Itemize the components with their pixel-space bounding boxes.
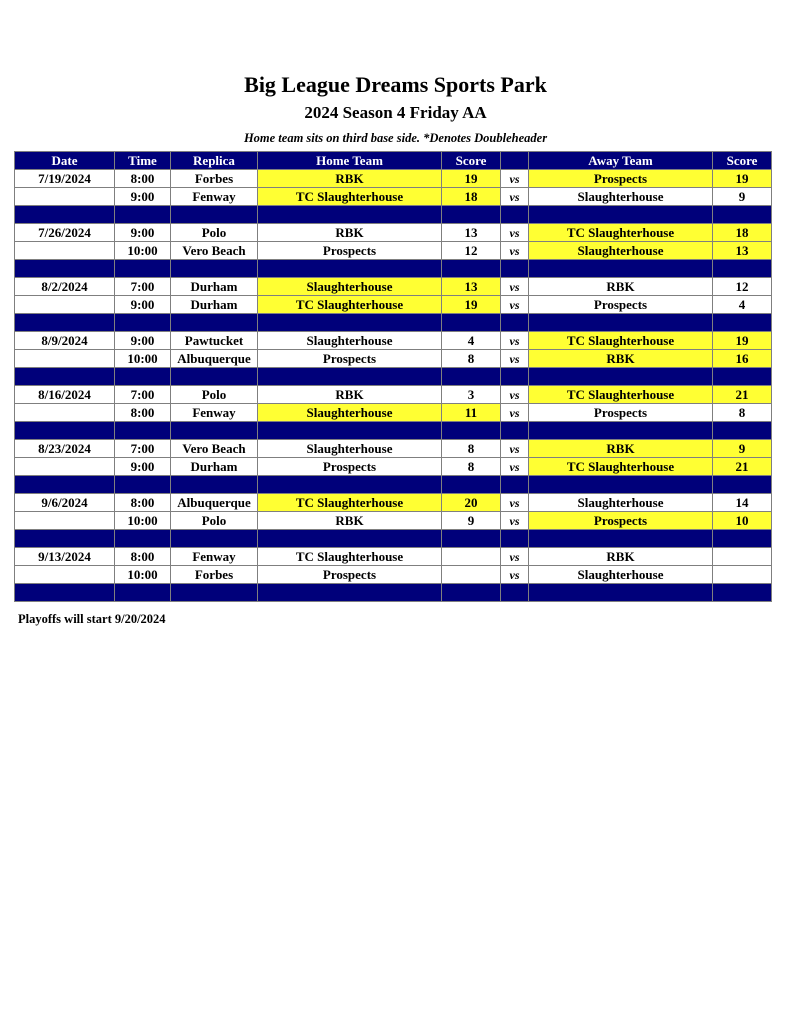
game-time: 10:00 xyxy=(115,512,171,530)
away-team: TC Slaughterhouse xyxy=(529,458,713,476)
game-date xyxy=(15,188,115,206)
home-score: 18 xyxy=(442,188,501,206)
home-score: 9 xyxy=(442,512,501,530)
home-team: Prospects xyxy=(258,458,442,476)
game-row xyxy=(15,278,772,296)
game-row xyxy=(15,350,772,368)
away-team: Prospects xyxy=(529,512,713,530)
field-replica: Pawtucket xyxy=(171,332,258,350)
vs-label: vs xyxy=(501,296,529,314)
home-team: TC Slaughterhouse xyxy=(258,188,442,206)
away-score: 18 xyxy=(713,224,772,242)
game-date: 9/6/2024 xyxy=(15,494,115,512)
separator-cell xyxy=(258,368,442,386)
game-date xyxy=(15,242,115,260)
separator-cell xyxy=(442,584,501,602)
home-score: 3 xyxy=(442,386,501,404)
separator-cell xyxy=(258,584,442,602)
away-score: 4 xyxy=(713,296,772,314)
game-time: 8:00 xyxy=(115,494,171,512)
away-score: 9 xyxy=(713,440,772,458)
away-team: Prospects xyxy=(529,170,713,188)
home-score: 11 xyxy=(442,404,501,422)
separator-cell xyxy=(15,476,115,494)
game-date xyxy=(15,512,115,530)
game-row xyxy=(15,512,772,530)
vs-label: vs xyxy=(501,224,529,242)
home-team: Prospects xyxy=(258,242,442,260)
away-score: 13 xyxy=(713,242,772,260)
separator-cell xyxy=(713,206,772,224)
separator-cell xyxy=(442,368,501,386)
vs-label: vs xyxy=(501,386,529,404)
game-row xyxy=(15,242,772,260)
game-time: 8:00 xyxy=(115,170,171,188)
away-team: TC Slaughterhouse xyxy=(529,386,713,404)
season-subtitle: 2024 Season 4 Friday AA xyxy=(304,103,487,122)
home-team: TC Slaughterhouse xyxy=(258,548,442,566)
separator-cell xyxy=(171,260,258,278)
home-team: RBK xyxy=(258,224,442,242)
home-team: RBK xyxy=(258,170,442,188)
separator-cell xyxy=(15,530,115,548)
separator-cell xyxy=(713,584,772,602)
home-team: Slaughterhouse xyxy=(258,440,442,458)
field-replica: Durham xyxy=(171,458,258,476)
separator-cell xyxy=(115,584,171,602)
game-row xyxy=(15,224,772,242)
game-time: 10:00 xyxy=(115,350,171,368)
separator-cell xyxy=(713,314,772,332)
away-score xyxy=(713,548,772,566)
home-score: 19 xyxy=(442,170,501,188)
away-team: RBK xyxy=(529,278,713,296)
home-team: Slaughterhouse xyxy=(258,404,442,422)
away-score: 21 xyxy=(713,458,772,476)
separator-cell xyxy=(115,260,171,278)
week-separator xyxy=(15,314,772,332)
home-score: 13 xyxy=(442,278,501,296)
away-score: 16 xyxy=(713,350,772,368)
separator-cell xyxy=(713,422,772,440)
game-row xyxy=(15,566,772,584)
away-team: RBK xyxy=(529,440,713,458)
header-time: Time xyxy=(115,152,171,170)
separator-cell xyxy=(171,206,258,224)
game-time: 9:00 xyxy=(115,188,171,206)
game-row xyxy=(15,404,772,422)
game-row xyxy=(15,170,772,188)
field-replica: Fenway xyxy=(171,548,258,566)
vs-label: vs xyxy=(501,440,529,458)
header-away-team: Away Team xyxy=(529,152,713,170)
game-date: 8/16/2024 xyxy=(15,386,115,404)
field-replica: Albuquerque xyxy=(171,350,258,368)
separator-cell xyxy=(171,584,258,602)
header-vs xyxy=(501,152,529,170)
separator-cell xyxy=(501,260,529,278)
vs-label: vs xyxy=(501,566,529,584)
vs-label: vs xyxy=(501,548,529,566)
home-score: 12 xyxy=(442,242,501,260)
separator-cell xyxy=(258,422,442,440)
game-row xyxy=(15,188,772,206)
separator-cell xyxy=(15,260,115,278)
vs-label: vs xyxy=(501,458,529,476)
separator-cell xyxy=(713,476,772,494)
header-date: Date xyxy=(15,152,115,170)
away-team: Slaughterhouse xyxy=(529,494,713,512)
separator-cell xyxy=(115,206,171,224)
game-row xyxy=(15,458,772,476)
game-time: 9:00 xyxy=(115,224,171,242)
game-date: 9/13/2024 xyxy=(15,548,115,566)
separator-cell xyxy=(529,260,713,278)
separator-cell xyxy=(501,476,529,494)
away-team: TC Slaughterhouse xyxy=(529,224,713,242)
home-team: RBK xyxy=(258,512,442,530)
home-score xyxy=(442,548,501,566)
home-score: 4 xyxy=(442,332,501,350)
separator-cell xyxy=(115,422,171,440)
week-separator xyxy=(15,260,772,278)
separator-cell xyxy=(171,368,258,386)
field-replica: Albuquerque xyxy=(171,494,258,512)
home-score: 20 xyxy=(442,494,501,512)
away-score xyxy=(713,566,772,584)
schedule-table xyxy=(14,151,772,602)
game-time: 10:00 xyxy=(115,566,171,584)
home-team: Slaughterhouse xyxy=(258,278,442,296)
separator-cell xyxy=(258,314,442,332)
separator-cell xyxy=(258,206,442,224)
game-time: 9:00 xyxy=(115,458,171,476)
separator-cell xyxy=(115,530,171,548)
home-team: TC Slaughterhouse xyxy=(258,494,442,512)
game-date: 7/26/2024 xyxy=(15,224,115,242)
field-replica: Forbes xyxy=(171,566,258,584)
vs-label: vs xyxy=(501,278,529,296)
week-separator xyxy=(15,584,772,602)
home-team: TC Slaughterhouse xyxy=(258,296,442,314)
field-replica: Polo xyxy=(171,386,258,404)
separator-cell xyxy=(442,530,501,548)
separator-cell xyxy=(501,422,529,440)
separator-cell xyxy=(115,368,171,386)
header-home-team: Home Team xyxy=(258,152,442,170)
separator-cell xyxy=(529,584,713,602)
field-replica: Vero Beach xyxy=(171,440,258,458)
header-home-score: Score xyxy=(442,152,501,170)
game-row xyxy=(15,332,772,350)
vs-label: vs xyxy=(501,332,529,350)
away-score: 19 xyxy=(713,170,772,188)
separator-cell xyxy=(171,530,258,548)
page-title: Big League Dreams Sports Park xyxy=(244,72,547,97)
game-time: 8:00 xyxy=(115,404,171,422)
separator-cell xyxy=(15,584,115,602)
header-replica: Replica xyxy=(171,152,258,170)
game-time: 8:00 xyxy=(115,548,171,566)
separator-cell xyxy=(171,422,258,440)
week-separator xyxy=(15,206,772,224)
away-score: 21 xyxy=(713,386,772,404)
game-date: 7/19/2024 xyxy=(15,170,115,188)
field-replica: Fenway xyxy=(171,188,258,206)
separator-cell xyxy=(171,314,258,332)
separator-cell xyxy=(713,260,772,278)
game-date xyxy=(15,296,115,314)
field-replica: Forbes xyxy=(171,170,258,188)
separator-cell xyxy=(115,476,171,494)
away-score: 14 xyxy=(713,494,772,512)
game-time: 10:00 xyxy=(115,242,171,260)
schedule-body xyxy=(15,170,772,602)
separator-cell xyxy=(171,476,258,494)
separator-cell xyxy=(258,260,442,278)
home-team: Slaughterhouse xyxy=(258,332,442,350)
home-score xyxy=(442,566,501,584)
game-date: 8/9/2024 xyxy=(15,332,115,350)
away-team: Prospects xyxy=(529,296,713,314)
home-score: 8 xyxy=(442,440,501,458)
game-date xyxy=(15,350,115,368)
separator-cell xyxy=(258,476,442,494)
separator-cell xyxy=(15,422,115,440)
away-team: Slaughterhouse xyxy=(529,188,713,206)
game-row xyxy=(15,386,772,404)
away-team: Prospects xyxy=(529,404,713,422)
vs-label: vs xyxy=(501,494,529,512)
field-replica: Polo xyxy=(171,512,258,530)
vs-label: vs xyxy=(501,170,529,188)
away-score: 8 xyxy=(713,404,772,422)
header-row xyxy=(15,152,772,170)
separator-cell xyxy=(442,422,501,440)
vs-label: vs xyxy=(501,512,529,530)
away-score: 10 xyxy=(713,512,772,530)
home-team: Prospects xyxy=(258,566,442,584)
home-score: 8 xyxy=(442,458,501,476)
game-date xyxy=(15,566,115,584)
separator-cell xyxy=(529,422,713,440)
separator-cell xyxy=(442,314,501,332)
home-team: RBK xyxy=(258,386,442,404)
week-separator xyxy=(15,476,772,494)
separator-cell xyxy=(442,206,501,224)
week-separator xyxy=(15,422,772,440)
playoffs-note: Playoffs will start 9/20/2024 xyxy=(18,612,166,626)
separator-cell xyxy=(442,260,501,278)
field-replica: Fenway xyxy=(171,404,258,422)
separator-cell xyxy=(529,368,713,386)
separator-cell xyxy=(115,314,171,332)
separator-cell xyxy=(529,206,713,224)
vs-label: vs xyxy=(501,350,529,368)
separator-cell xyxy=(442,476,501,494)
separator-cell xyxy=(713,530,772,548)
header-away-score: Score xyxy=(713,152,772,170)
home-team: Prospects xyxy=(258,350,442,368)
week-separator xyxy=(15,368,772,386)
separator-cell xyxy=(501,584,529,602)
separator-cell xyxy=(501,368,529,386)
home-score: 13 xyxy=(442,224,501,242)
game-date xyxy=(15,404,115,422)
game-date: 8/23/2024 xyxy=(15,440,115,458)
home-score: 19 xyxy=(442,296,501,314)
game-row xyxy=(15,296,772,314)
separator-cell xyxy=(501,206,529,224)
away-score: 9 xyxy=(713,188,772,206)
away-team: Slaughterhouse xyxy=(529,242,713,260)
separator-cell xyxy=(713,368,772,386)
doubleheader-note: Home team sits on third base side. *Denotes Doubleheader xyxy=(243,131,548,145)
game-time: 9:00 xyxy=(115,332,171,350)
away-team: Slaughterhouse xyxy=(529,566,713,584)
separator-cell xyxy=(258,530,442,548)
separator-cell xyxy=(501,530,529,548)
away-score: 19 xyxy=(713,332,772,350)
game-time: 7:00 xyxy=(115,440,171,458)
field-replica: Durham xyxy=(171,278,258,296)
vs-label: vs xyxy=(501,242,529,260)
separator-cell xyxy=(529,476,713,494)
game-date xyxy=(15,458,115,476)
separator-cell xyxy=(15,314,115,332)
game-date: 8/2/2024 xyxy=(15,278,115,296)
field-replica: Vero Beach xyxy=(171,242,258,260)
game-row xyxy=(15,494,772,512)
separator-cell xyxy=(501,314,529,332)
game-row xyxy=(15,548,772,566)
separator-cell xyxy=(529,530,713,548)
away-team: RBK xyxy=(529,350,713,368)
separator-cell xyxy=(529,314,713,332)
home-score: 8 xyxy=(442,350,501,368)
away-team: RBK xyxy=(529,548,713,566)
field-replica: Polo xyxy=(171,224,258,242)
away-score: 12 xyxy=(713,278,772,296)
game-time: 7:00 xyxy=(115,386,171,404)
vs-label: vs xyxy=(501,188,529,206)
week-separator xyxy=(15,530,772,548)
separator-cell xyxy=(15,206,115,224)
game-time: 9:00 xyxy=(115,296,171,314)
field-replica: Durham xyxy=(171,296,258,314)
vs-label: vs xyxy=(501,404,529,422)
game-row xyxy=(15,440,772,458)
separator-cell xyxy=(15,368,115,386)
game-time: 7:00 xyxy=(115,278,171,296)
away-team: TC Slaughterhouse xyxy=(529,332,713,350)
